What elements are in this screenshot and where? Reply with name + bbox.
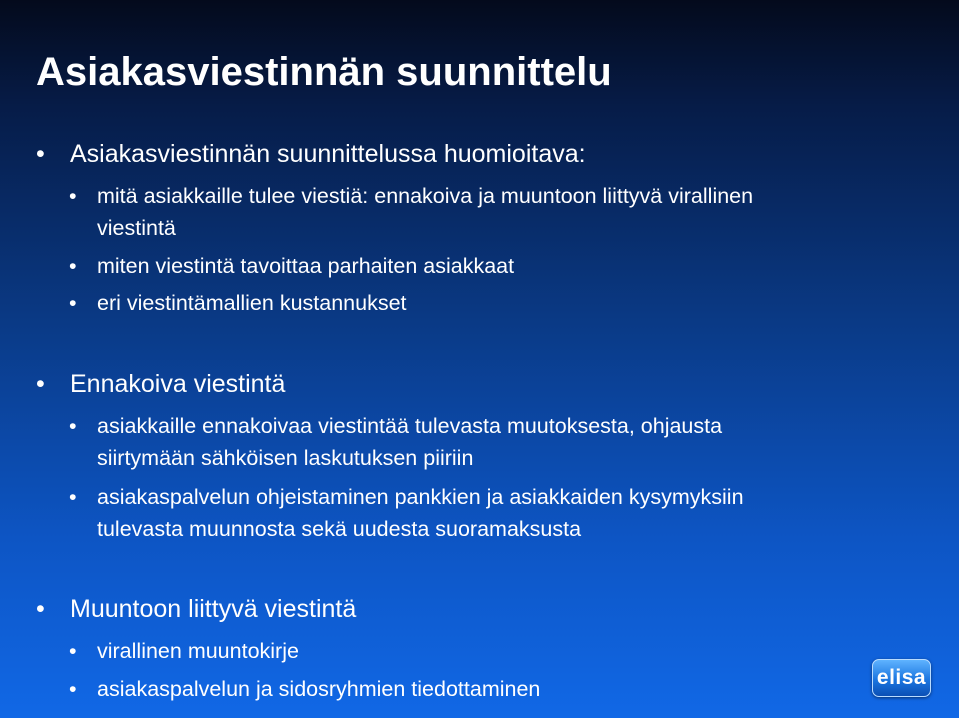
bullet-line: asiakaspalvelun ja sidosryhmien tiedottaminen bbox=[97, 677, 541, 701]
slide-title: Asiakasviestinnän suunnittelu bbox=[36, 50, 612, 94]
bullet-line: tulevasta muunnosta sekä uudesta suoramaksusta bbox=[97, 517, 582, 541]
bullet-item bbox=[97, 635, 299, 667]
elisa-logo: elisa bbox=[872, 659, 931, 697]
bullet-item bbox=[97, 410, 722, 474]
bullet-line: mitä asiakkaille tulee viestiä: ennakoiva ja muuntoon liittyvä virallinen bbox=[97, 184, 754, 208]
bullet-item bbox=[97, 250, 514, 282]
bullet-line: virallinen muuntokirje bbox=[97, 639, 299, 663]
bullet-item bbox=[97, 481, 744, 545]
bullet-line: asiakaspalvelun ohjeistaminen pankkien ja asiakkaiden kysymyksiin bbox=[97, 485, 744, 509]
bullet-line: siirtymään sähköisen laskutuksen piiriin bbox=[97, 446, 474, 470]
section-heading-proactive: • Ennakoiva viestintä bbox=[70, 370, 285, 399]
section-heading-conversion: • Muuntoon liittyvä viestintä bbox=[70, 595, 356, 624]
bullet-line: eri viestintämallien kustannukset bbox=[97, 291, 407, 315]
bullet-line: miten viestintä tavoittaa parhaiten asiakkaat bbox=[97, 254, 515, 278]
bullet-line: viestintä bbox=[97, 216, 176, 240]
section-heading-planning: • Asiakasviestinnän suunnittelussa huomioitava: bbox=[70, 140, 586, 169]
bullet-line: asiakkaille ennakoivaa viestintää tulevasta muutoksesta, ohjausta bbox=[97, 414, 723, 438]
bullet-item bbox=[97, 180, 753, 244]
bullet-item bbox=[97, 673, 540, 705]
bullet-item bbox=[97, 287, 407, 319]
